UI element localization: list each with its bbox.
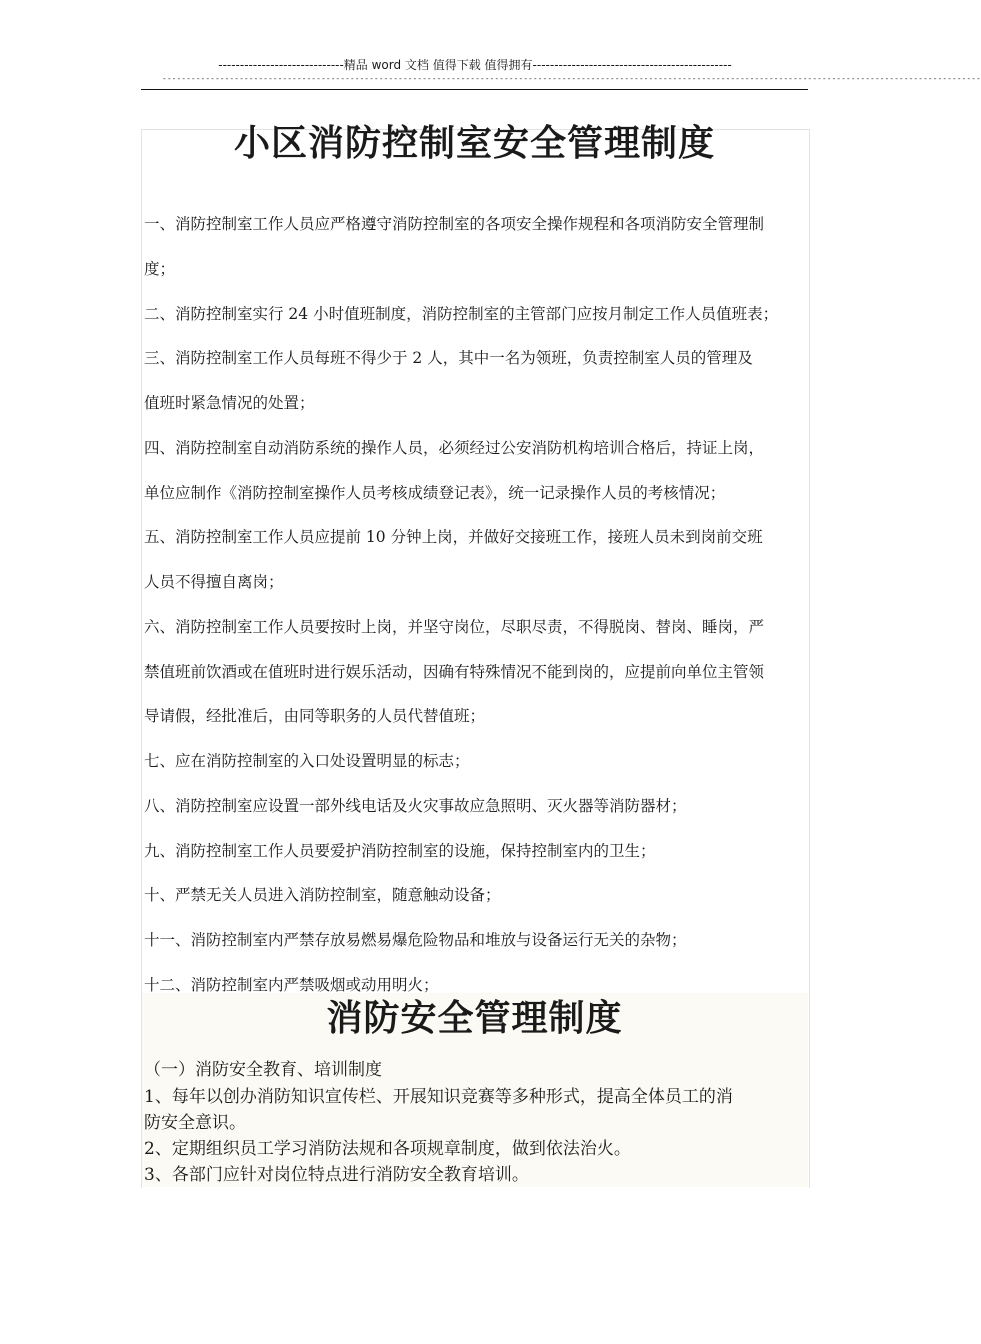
rule-line: 五、消防控制室工作人员应提前 10 分钟上岗，并做好交接班工作，接班人员未到岗前交班: [144, 528, 763, 546]
rule-line: 七、应在消防控制室的入口处设置明显的标志；: [144, 752, 470, 770]
section-line: 3、各部门应针对岗位特点进行消防安全教育培训。: [144, 1165, 529, 1185]
rule-line: 单位应制作《消防控制室操作人员考核成绩登记表》，统一记录操作人员的考核情况；: [144, 484, 726, 502]
section-line: 防安全意识。: [144, 1113, 246, 1133]
rule-line: 十二、消防控制室内严禁吸烟或动用明火；: [144, 976, 439, 994]
section-line: （一）消防安全教育、培训制度: [144, 1060, 382, 1080]
rule-line: 六、消防控制室工作人员要按时上岗，并坚守岗位，尽职尽责，不得脱岗、替岗、睡岗，严: [144, 618, 765, 636]
rule-line: 度；: [144, 260, 176, 278]
rule-line: 值班时紧急情况的处置；: [144, 394, 315, 412]
section-title: 消防安全管理制度: [326, 997, 623, 1039]
rule-line: 八、消防控制室应设置一部外线电话及火灾事故应急照明、灭火器等消防器材；: [144, 797, 687, 815]
rule-line: 人员不得擅自离岗；: [144, 573, 284, 591]
header-rule: [141, 89, 808, 90]
rule-line: 导请假，经批准后，由同等职务的人员代替值班；: [144, 707, 486, 725]
rule-line: 四、消防控制室自动消防系统的操作人员，必须经过公安消防机构培训合格后，持证上岗，: [144, 439, 765, 457]
rule-line: 十、严禁无关人员进入消防控制室，随意触动设备；: [144, 886, 501, 904]
rule-line: 九、消防控制室工作人员要爱护消防控制室的设施，保持控制室内的卫生；: [144, 842, 656, 860]
rule-line: 三、消防控制室工作人员每班不得少于 2 人，其中一名为领班，负责控制室人员的管理及: [144, 349, 753, 367]
document-title: 小区消防控制室安全管理制度: [233, 122, 715, 164]
rule-line: 二、消防控制室实行 24 小时值班制度，消防控制室的主管部门应按月制定工作人员值班表；: [144, 305, 779, 323]
rule-line: 十一、消防控制室内严禁存放易燃易爆危险物品和堆放与设备运行无关的杂物；: [144, 931, 687, 949]
rule-line: 禁值班前饮酒或在值班时进行娱乐活动，因确有特殊情况不能到岗的，应提前向单位主管领: [144, 663, 765, 681]
section-line: 2、定期组织员工学习消防法规和各项规章制度，做到依法治火。: [144, 1139, 631, 1159]
section-line: 1、每年以创办消防知识宣传栏、开展知识竞赛等多种形式，提高全体员工的消: [144, 1087, 733, 1107]
header-banner: -----------------------------精品 word 文档 值得下载 值得拥有----------------------------------------------: [218, 58, 732, 72]
rule-line: 一、消防控制室工作人员应严格遵守消防控制室的各项安全操作规程和各项消防安全管理制: [144, 215, 765, 233]
header-dash-line: --------------------------------------------------------------------------------------------------------------------------------------------------------------------------: [162, 74, 981, 83]
